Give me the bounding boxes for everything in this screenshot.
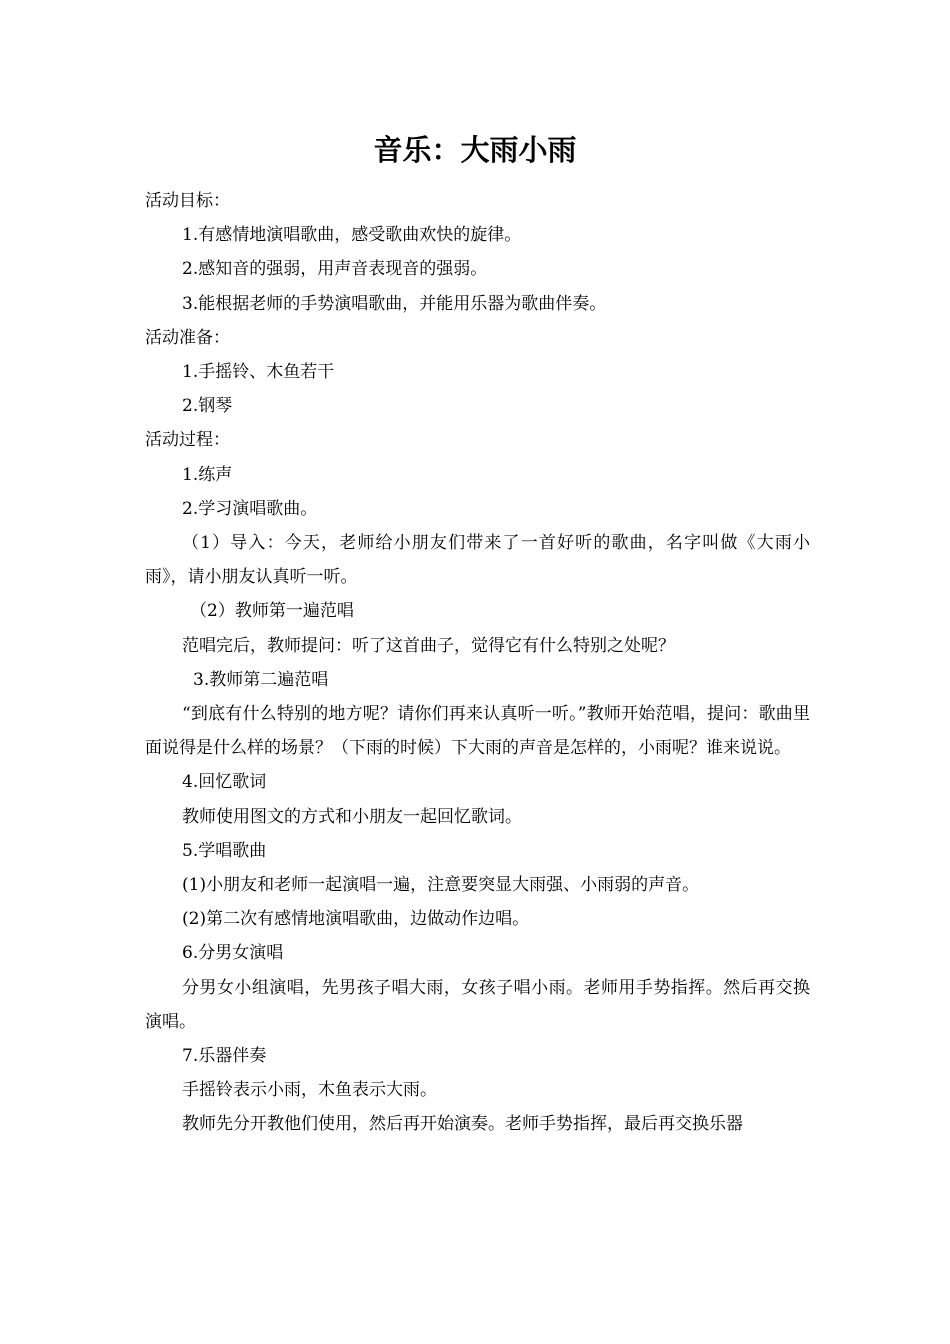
section-heading-goals: 活动目标： <box>145 191 230 211</box>
section-heading-preparation: 活动准备： <box>145 327 230 348</box>
process-substep: （2）教师第一遍范唱 <box>190 601 354 622</box>
process-step: 4.回忆歌词 <box>182 772 267 793</box>
process-step: 6.分男女演唱 <box>182 943 284 964</box>
process-step: 7.乐器伴奏 <box>182 1046 267 1067</box>
preparation-item: 1.手摇铃、木鱼若干 <box>182 362 335 383</box>
process-paragraph: 教师先分开教他们使用，然后再开始演奏。老师手势指挥，最后再交换乐器 <box>182 1114 743 1135</box>
preparation-item: 2.钢琴 <box>182 396 233 417</box>
process-paragraph: 手摇铃表示小雨，木鱼表示大雨。 <box>182 1080 437 1101</box>
process-step: 2.学习演唱歌曲。 <box>182 498 318 519</box>
process-step: 1.练声 <box>182 464 233 485</box>
section-heading-process: 活动过程： <box>145 430 230 451</box>
document-title: 音乐：大雨小雨 <box>373 133 577 167</box>
process-substep: (1)小朋友和老师一起演唱一遍，注意要突显大雨强、小雨弱的声音。 <box>182 875 700 896</box>
document-body <box>145 184 810 1142</box>
process-paragraph: （1）导入：今天，老师给小朋友们带来了一首好听的歌曲，名字叫做《大雨小雨》，请小朋友认真听一听。 <box>145 533 810 588</box>
process-paragraph: 分男女小组演唱，先男孩子唱大雨，女孩子唱小雨。老师用手势指挥。然后再交换演唱。 <box>145 977 810 1032</box>
process-substep: (2)第二次有感情地演唱歌曲，边做动作边唱。 <box>182 909 530 930</box>
process-step: 3.教师第二遍范唱 <box>193 669 329 690</box>
process-step: 5.学唱歌曲 <box>182 840 267 861</box>
goal-item: 3.能根据老师的手势演唱歌曲，并能用乐器为歌曲伴奏。 <box>182 293 607 314</box>
process-paragraph: “到底有什么特别的地方呢？请你们再来认真听一听。”教师开始范唱，提问：歌曲里面说得是什么样的场景？（下雨的时候）下大雨的声音是怎样的，小雨呢？谁来说说。 <box>145 704 810 759</box>
goal-item: 1.有感情地演唱歌曲，感受歌曲欢快的旋律。 <box>182 225 522 246</box>
process-paragraph: 教师使用图文的方式和小朋友一起回忆歌词。 <box>182 806 522 827</box>
goal-item: 2.感知音的强弱，用声音表现音的强弱。 <box>182 259 488 280</box>
process-paragraph: 范唱完后，教师提问：听了这首曲子，觉得它有什么特别之处呢？ <box>182 635 675 656</box>
